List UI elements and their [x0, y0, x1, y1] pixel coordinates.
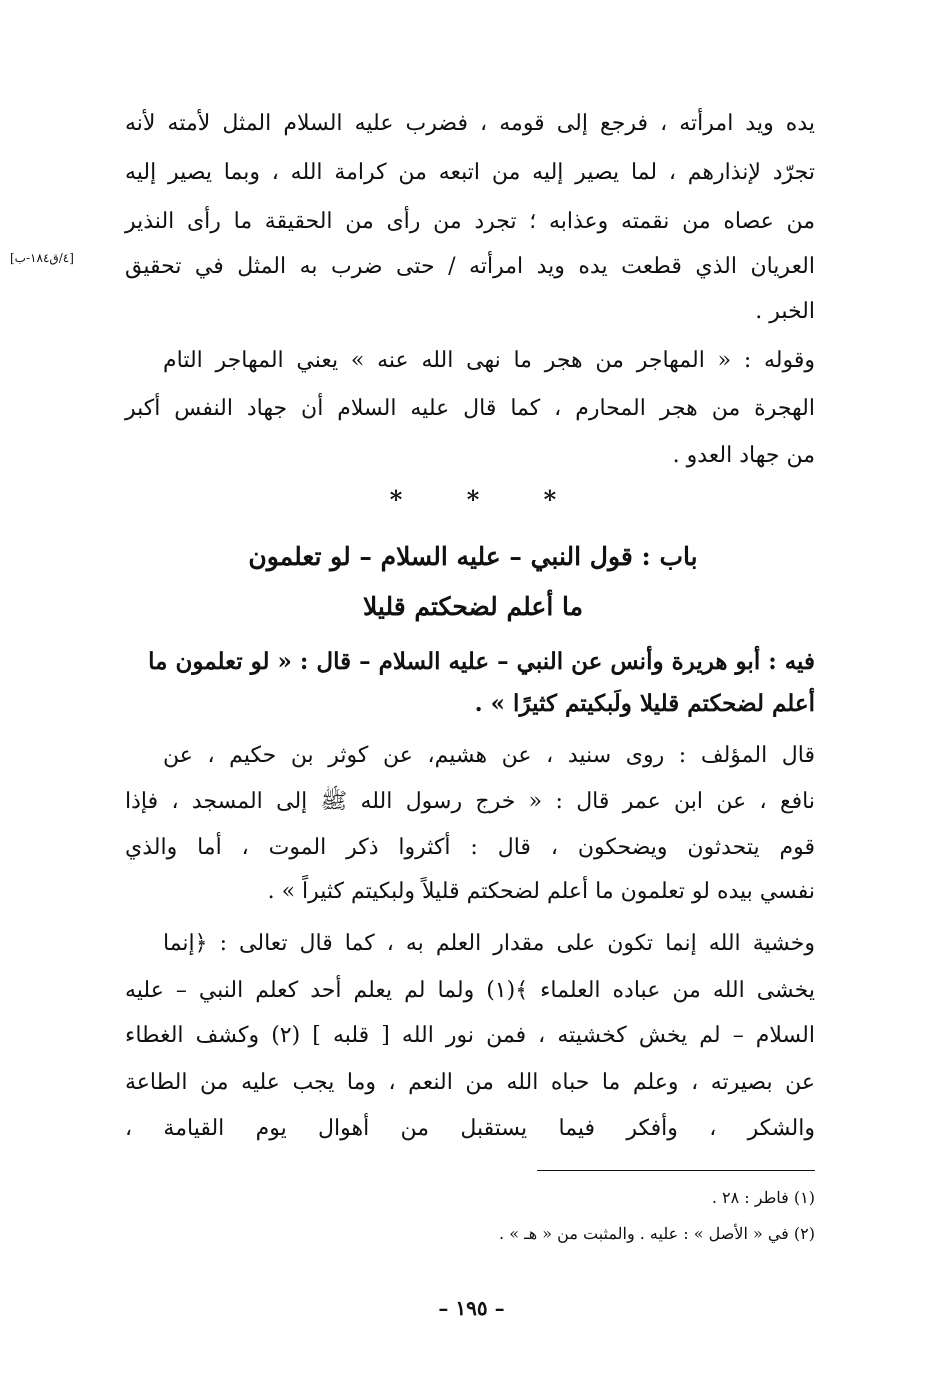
text-line: نفسي بيده لو تعلمون ما أعلم لضحكتم قليلاً ولبكيتم كثيراً » . [267, 879, 815, 904]
chapter-title-line2: ما أعلم لضحكتم قليلا [362, 592, 583, 621]
text-line: الخبر . [755, 299, 815, 324]
star-ornament: * [466, 485, 480, 514]
text-line: وقوله : « المهاجر من هجر ما نهى الله عنه » يعني المهاجر التام [163, 348, 816, 373]
star-ornament: * [389, 485, 403, 514]
text-line: الهجرة من هجر المحارم ، كما قال عليه السلام أن جهاد النفس أكبر [125, 396, 815, 421]
manuscript-folio-note: [٤/ق١٨٤-ب] [10, 251, 74, 265]
text-line: من جهاد العدو . [672, 443, 815, 468]
chapter-title-line1: باب : قول النبي – عليه السلام – لو تعلمون [248, 542, 698, 571]
text-line: والشكر ، وأفكر فيما يستقبل من أهوال يوم القيامة ، [125, 1116, 815, 1141]
text-line: نافع ، عن ابن عمر قال : « خرج رسول الله ﷺ إلى المسجد ، فإذا [125, 789, 815, 814]
text-line: يخشى الله من عباده العلماء ﴾(١) ولما لم يعلم أحد كعلم النبي – عليه [125, 978, 816, 1003]
footnote: (١) فاطر : ٢٨ . [711, 1188, 815, 1207]
text-line: العريان الذي قطعت يده ويد امرأته / حتى ضرب به المثل في تحقيق [125, 254, 815, 279]
text-line: من عصاه من نقمته وعذابه ؛ تجرد من رأى من الحقيقة ما رأى النذير [125, 209, 815, 234]
text-line: وخشية الله إنما تكون على مقدار العلم به ، كما قال تعالى : ﴿إنما [163, 931, 815, 956]
footnote: (٢) في « الأصل » : عليه . والمثبت من « هـ » . [499, 1224, 815, 1243]
section-separator [128, 485, 818, 514]
text-line: تجرّد لإنذارهم ، لما يصير إليه من اتبعه من كرامة الله ، وبما يصير إليه [125, 160, 815, 185]
star-ornament: * [543, 485, 557, 514]
text-line: عن بصيرته ، وعلم ما حباه الله من النعم ، وما يجب عليه من الطاعة [125, 1070, 815, 1095]
hadith-line: أعلم لضحكتم قليلا ولَبكيتم كثيرًا » . [474, 690, 815, 717]
text-line: السلام – لم يخش كخشيته ، فمن نور الله [ قلبه ] (٢) وكشف الغطاء [125, 1023, 815, 1048]
footnote-divider [537, 1170, 815, 1171]
text-line: قال المؤلف : روى سنيد ، عن هشيم، عن كوثر بن حكيم ، عن [163, 743, 815, 768]
text-line: قوم يتحدثون ويضحكون ، قال : أكثروا ذكر الموت ، أما والذي [125, 835, 815, 860]
text-line: يده ويد امرأته ، فرجع إلى قومه ، فضرب عليه السلام المثل لأمته لأنه [125, 111, 815, 136]
page-number: – ١٩٥ – [438, 1296, 505, 1320]
hadith-line: فيه : أبو هريرة وأنس عن النبي – عليه السلام – قال : « لو تعلمون ما [148, 648, 815, 675]
